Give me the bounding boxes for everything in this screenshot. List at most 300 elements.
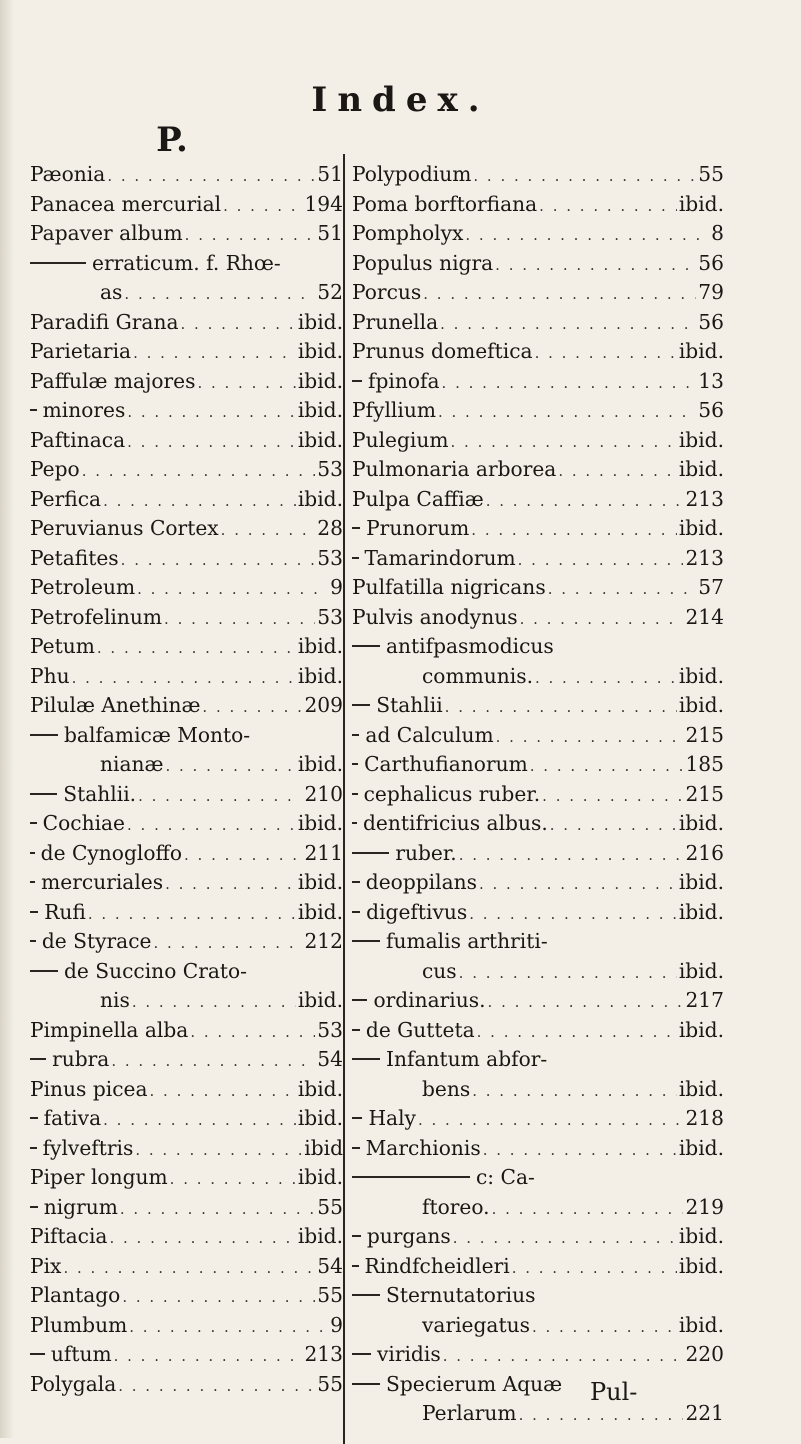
column-divider <box>343 154 345 1444</box>
page-reference: ibid. <box>297 1224 343 1248</box>
ditto-rule <box>352 822 357 824</box>
page-reference: 213 <box>304 1342 343 1366</box>
index-entry <box>30 780 343 810</box>
dot-leader <box>124 280 315 310</box>
dot-leader <box>107 162 315 192</box>
entry-term: de Styrace <box>41 929 152 953</box>
index-entry <box>30 514 343 544</box>
page-reference: 79 <box>698 280 724 304</box>
index-entry <box>30 249 343 279</box>
entry-term: Phu <box>30 663 70 688</box>
index-entry <box>30 190 343 220</box>
page-reference: 55 <box>698 162 724 186</box>
dot-leader <box>127 811 296 841</box>
index-entry <box>352 396 724 426</box>
ditto-rule <box>352 380 362 382</box>
page-reference: 8 <box>711 221 724 245</box>
index-entry <box>352 1399 724 1429</box>
entry-term: Petafites <box>30 545 119 570</box>
ditto-rule <box>30 1117 38 1119</box>
page-reference: 52 <box>317 280 343 304</box>
dot-leader <box>496 723 684 753</box>
index-entry <box>30 544 343 574</box>
entry-term: ordinarius. <box>373 988 486 1012</box>
dot-leader <box>138 782 302 812</box>
dot-leader <box>483 1136 677 1166</box>
entry-term: Stahlii <box>376 693 443 717</box>
entry-term: Pfyllium <box>352 398 436 422</box>
entry-term: digeftivus <box>366 899 468 924</box>
index-entry <box>352 1016 724 1046</box>
index-entry <box>30 809 343 839</box>
index-entry <box>30 1252 343 1282</box>
dot-leader <box>129 1313 328 1343</box>
index-entry <box>352 839 724 869</box>
page-reference: ibid. <box>678 899 724 924</box>
entry-term: Petroleum <box>30 575 136 599</box>
page-header: Index. <box>311 80 490 120</box>
index-entry <box>352 1045 724 1075</box>
page-reference: ibid. <box>297 486 343 511</box>
page-reference: 56 <box>698 398 724 422</box>
page-reference: ibid. <box>297 398 343 422</box>
entry-term: c: Ca- <box>476 1165 535 1189</box>
entry-term: Peruvianus Cortex <box>30 516 219 540</box>
ditto-rule <box>30 1147 37 1149</box>
dot-leader <box>453 1224 677 1254</box>
index-entry <box>352 1252 724 1282</box>
page-reference: 212 <box>304 929 343 953</box>
dot-leader <box>181 310 296 340</box>
index-entry <box>30 1045 343 1075</box>
page-reference: 51 <box>317 221 343 245</box>
index-entry <box>352 485 724 515</box>
page-reference: ibid. <box>678 1224 724 1248</box>
page-reference: 185 <box>685 752 724 776</box>
index-entry <box>352 1281 724 1311</box>
ditto-rule <box>352 1029 360 1031</box>
entry-term: Stahlii. <box>63 781 137 806</box>
index-entry <box>30 868 343 898</box>
entry-term: Carthufianorum <box>364 752 528 776</box>
page-reference: ibid. <box>678 457 724 481</box>
ditto-rule <box>352 1117 362 1119</box>
entry-term: dentifricius albus. <box>363 811 548 835</box>
page-reference: 53 <box>317 1017 343 1042</box>
dot-leader <box>88 900 296 930</box>
index-entry <box>30 1281 343 1311</box>
entry-term: Sternutatorius <box>386 1283 536 1307</box>
entry-term: purgans <box>366 1224 451 1248</box>
dot-leader <box>202 693 302 723</box>
dot-leader <box>535 339 677 369</box>
index-entry <box>30 1104 343 1134</box>
index-entry <box>352 1370 724 1400</box>
entry-term: fativa <box>43 1106 102 1130</box>
dot-leader <box>165 870 296 900</box>
index-entry <box>352 957 724 987</box>
dot-leader <box>109 1224 295 1254</box>
dot-leader <box>150 1077 296 1107</box>
index-entry <box>30 485 343 515</box>
entry-term: communis. <box>422 663 533 688</box>
index-entry <box>352 278 724 308</box>
index-entry <box>352 367 724 397</box>
index-entry <box>352 544 724 574</box>
page-reference: 9 <box>330 1312 343 1337</box>
page-reference: ibid. <box>297 870 343 894</box>
entry-term: Paffulæ majores <box>30 368 196 393</box>
dot-leader <box>223 192 302 222</box>
index-entry <box>30 927 343 957</box>
dot-leader <box>471 516 677 546</box>
left-index-column <box>30 160 343 1399</box>
index-entry <box>30 573 343 603</box>
index-entry <box>30 426 343 456</box>
index-entry <box>30 750 343 780</box>
entry-term: Specierum Aquæ <box>386 1371 563 1396</box>
ditto-rule <box>352 557 359 559</box>
entry-term: ftoreo. <box>422 1194 490 1219</box>
index-entry <box>352 249 724 279</box>
page-reference: ibid. <box>297 663 343 688</box>
page-reference: 53 <box>317 457 343 481</box>
index-entry <box>352 986 724 1016</box>
entry-term: Pilulæ Anethinæ <box>30 693 201 717</box>
page-reference: ibid. <box>678 1076 724 1101</box>
index-entry <box>352 750 724 780</box>
dot-leader <box>103 1106 296 1136</box>
dot-leader <box>118 1372 315 1402</box>
index-entry <box>352 1193 724 1223</box>
dot-leader <box>542 782 683 812</box>
dot-leader <box>479 870 677 900</box>
page-reference: ibid. <box>297 309 343 334</box>
dot-leader <box>438 398 696 428</box>
page-reference: ibid. <box>678 663 724 688</box>
dot-leader <box>165 752 295 782</box>
dot-leader <box>465 221 709 251</box>
index-entry <box>30 1340 343 1370</box>
page-reference: 210 <box>304 781 343 806</box>
index-entry <box>352 780 724 810</box>
dot-leader <box>133 339 296 369</box>
page-reference: 56 <box>698 250 724 275</box>
page-reference: 13 <box>698 368 724 393</box>
page-reference: 54 <box>317 1047 343 1071</box>
page-reference: 218 <box>685 1106 724 1130</box>
dot-leader <box>532 1313 677 1343</box>
page-reference: ibid. <box>678 1135 724 1160</box>
index-entry <box>352 603 724 633</box>
dot-leader <box>440 310 696 340</box>
page-reference: 215 <box>685 781 724 806</box>
dot-leader <box>473 162 696 192</box>
entry-term: Rindfcheidleri <box>364 1253 510 1278</box>
page-reference: 51 <box>317 162 343 186</box>
entry-term: Polygala <box>30 1371 117 1396</box>
entry-term: Plumbum <box>30 1312 128 1337</box>
dot-leader <box>443 1342 684 1372</box>
entry-term: fumalis arthriti- <box>386 929 548 953</box>
index-entry <box>30 721 343 751</box>
entry-term: Haly <box>368 1106 416 1130</box>
dot-leader <box>127 398 295 428</box>
index-entry <box>30 603 343 633</box>
index-entry <box>352 160 724 190</box>
dot-leader <box>127 428 296 458</box>
dot-leader <box>495 251 696 281</box>
page-reference: 54 <box>317 1253 343 1278</box>
index-entry <box>352 927 724 957</box>
ditto-rule <box>352 1235 361 1237</box>
dot-leader <box>197 369 295 399</box>
page-reference: ibid. <box>297 1165 343 1189</box>
ditto-rule <box>30 881 35 883</box>
ditto-rule <box>30 1353 45 1355</box>
entry-term: Perfica <box>30 486 102 511</box>
entry-term: Paradifi Grana <box>30 309 179 334</box>
dot-leader <box>111 1047 315 1077</box>
ditto-rule <box>352 999 367 1001</box>
dot-leader <box>184 841 302 871</box>
ditto-rule <box>30 793 57 795</box>
page-reference: ibid. <box>678 1312 724 1337</box>
entry-term: Pulmonaria arborea <box>352 457 557 481</box>
page-reference: ibid. <box>297 368 343 393</box>
index-entry <box>30 986 343 1016</box>
ditto-rule <box>30 1206 38 1208</box>
page-reference: 219 <box>685 1194 724 1219</box>
page-reference: ibid. <box>297 899 343 924</box>
page-reference: 213 <box>685 545 724 570</box>
entry-term: deoppilans <box>365 870 477 894</box>
index-entry <box>30 1311 343 1341</box>
index-entry <box>352 1163 724 1193</box>
page-reference: 9 <box>330 575 343 599</box>
ditto-rule <box>352 1353 371 1355</box>
page-reference: 194 <box>304 191 343 216</box>
ditto-rule <box>352 881 360 883</box>
ditto-rule <box>352 1383 380 1385</box>
index-entry <box>352 514 724 544</box>
entry-term: ad Calculum <box>365 722 494 747</box>
entry-term: viridis <box>376 1342 441 1366</box>
ditto-rule <box>30 940 36 942</box>
dot-leader <box>558 457 676 487</box>
entry-term: ruber. <box>395 840 457 865</box>
dot-leader <box>137 575 328 605</box>
ditto-rule <box>30 822 37 824</box>
entry-term: Tamarindorum <box>364 545 516 570</box>
page-reference: 57 <box>698 575 724 599</box>
dot-leader <box>63 1254 315 1284</box>
ditto-rule <box>30 911 38 913</box>
index-entry <box>352 1222 724 1252</box>
index-entry <box>30 691 343 721</box>
index-entry <box>352 426 724 456</box>
index-entry <box>352 1075 724 1105</box>
page-reference: ibid. <box>297 752 343 776</box>
page-reference: 214 <box>685 604 724 629</box>
page-reference: ibid. <box>297 988 343 1012</box>
ditto-rule <box>352 763 358 765</box>
page-reference: ibid. <box>678 191 724 216</box>
ditto-rule <box>352 1176 470 1178</box>
index-entry <box>30 1222 343 1252</box>
entry-term: Prunella <box>352 309 439 334</box>
entry-term: Marchionis <box>365 1135 481 1160</box>
entry-term: cephalicus ruber. <box>363 781 541 806</box>
page-reference: 220 <box>685 1342 724 1366</box>
entry-term: nianæ <box>100 752 164 776</box>
entry-term: nis <box>100 988 130 1012</box>
dot-leader <box>170 1165 296 1195</box>
index-entry <box>352 691 724 721</box>
page-reference: ibid. <box>678 693 724 717</box>
dot-leader <box>114 1342 303 1372</box>
index-entry <box>352 1311 724 1341</box>
dot-leader <box>122 1283 315 1313</box>
index-entry <box>30 839 343 869</box>
page-reference: 55 <box>317 1371 343 1396</box>
page-reference: ibid. <box>678 1017 724 1042</box>
entry-term: Pulegium <box>352 427 449 452</box>
dot-leader <box>488 988 684 1018</box>
ditto-rule <box>30 409 37 411</box>
dot-leader <box>164 605 315 635</box>
dot-leader <box>477 1018 677 1048</box>
index-entry <box>352 868 724 898</box>
page-reference: 56 <box>698 309 724 334</box>
dot-leader <box>418 1106 683 1136</box>
entry-term: minores <box>42 398 126 422</box>
entry-term: balfamicæ Monto- <box>64 722 251 747</box>
entry-term: Plantago <box>30 1283 121 1307</box>
entry-term: uftum <box>50 1342 112 1366</box>
page-reference: 55 <box>317 1283 343 1307</box>
page-reference: 55 <box>317 1194 343 1219</box>
index-entry <box>30 1134 343 1164</box>
entry-term: Pæonia <box>30 162 106 186</box>
dot-leader <box>518 546 684 576</box>
entry-term: fylveftris <box>42 1135 134 1160</box>
entry-term: Papaver album <box>30 221 183 245</box>
ditto-rule <box>352 911 360 913</box>
dot-leader <box>512 1254 677 1284</box>
ditto-rule <box>352 1058 380 1060</box>
index-entry <box>30 308 343 338</box>
page-reference: ibid. <box>297 1106 343 1130</box>
ditto-rule <box>352 527 360 529</box>
entry-term: fpinofa <box>368 368 440 393</box>
page-reference: 215 <box>685 722 724 747</box>
page-reference: ibid. <box>297 811 343 835</box>
dot-leader <box>445 693 677 723</box>
entry-term: mercuriales <box>41 870 164 894</box>
page-reference: 217 <box>685 988 724 1012</box>
dot-leader <box>442 369 697 399</box>
dot-leader <box>486 487 684 517</box>
entry-term: Piper longum <box>30 1165 168 1189</box>
index-entry <box>352 219 724 249</box>
page-reference: ibid. <box>678 958 724 983</box>
page-reference: ibid. <box>678 870 724 894</box>
index-entry <box>352 1340 724 1370</box>
index-entry <box>30 337 343 367</box>
index-entry <box>30 1370 343 1400</box>
ditto-rule <box>30 1058 46 1060</box>
dot-leader <box>548 575 697 605</box>
ditto-rule <box>352 852 389 854</box>
dot-leader <box>459 841 684 871</box>
page-reference: ibid. <box>678 339 724 363</box>
entry-term: Panacea mercurial <box>30 191 222 216</box>
dot-leader <box>520 605 684 635</box>
dot-leader <box>550 811 677 841</box>
entry-term: cus <box>422 958 457 983</box>
entry-term: Populus nigra <box>352 250 494 275</box>
dot-leader <box>472 1077 677 1107</box>
section-letter: P. <box>156 120 188 160</box>
entry-term: Pulfatilla nigricans <box>352 575 546 599</box>
page-reference: ibid. <box>678 811 724 835</box>
entry-term: Polypodium <box>352 162 472 186</box>
entry-term: Petrofelinum <box>30 604 163 629</box>
dot-leader <box>72 664 296 694</box>
ditto-rule <box>352 645 380 647</box>
entry-term: variegatus <box>422 1312 530 1337</box>
entry-term: Porcus <box>352 280 422 304</box>
ditto-rule <box>352 704 370 706</box>
entry-term: as <box>100 280 123 304</box>
dot-leader <box>469 900 677 930</box>
page-reference: 53 <box>317 604 343 629</box>
index-entry <box>352 455 724 485</box>
page-reference: 213 <box>685 486 724 511</box>
ditto-rule <box>352 940 380 942</box>
scan-edge <box>0 0 14 1438</box>
index-entry <box>30 160 343 190</box>
entry-term: Pimpinella alba <box>30 1017 189 1042</box>
ditto-rule <box>30 852 35 854</box>
entry-term: Pompholyx <box>352 221 464 245</box>
dot-leader <box>190 1018 315 1048</box>
ditto-rule <box>352 1294 380 1296</box>
page-reference: ibid. <box>297 339 343 363</box>
ditto-rule <box>30 970 58 972</box>
entry-term: Parietaria <box>30 339 132 363</box>
ditto-rule <box>352 1147 360 1149</box>
entry-term: antifpasmodicus <box>386 634 554 658</box>
dot-leader <box>103 487 296 517</box>
entry-term: Perlarum <box>422 1401 517 1425</box>
dot-leader <box>459 959 677 989</box>
entry-term: Piftacia <box>30 1224 108 1248</box>
index-entry <box>30 662 343 692</box>
page-reference: ibid. <box>678 1253 724 1278</box>
dot-leader <box>185 221 316 251</box>
ditto-rule <box>352 793 358 795</box>
index-entry <box>352 308 724 338</box>
index-entry <box>352 190 724 220</box>
entry-term: Pix <box>30 1253 62 1278</box>
dot-leader <box>492 1195 684 1225</box>
page-reference: 209 <box>304 693 343 717</box>
page-reference: 53 <box>317 545 343 570</box>
entry-term: Pinus picea <box>30 1076 148 1101</box>
dot-leader <box>121 546 316 576</box>
